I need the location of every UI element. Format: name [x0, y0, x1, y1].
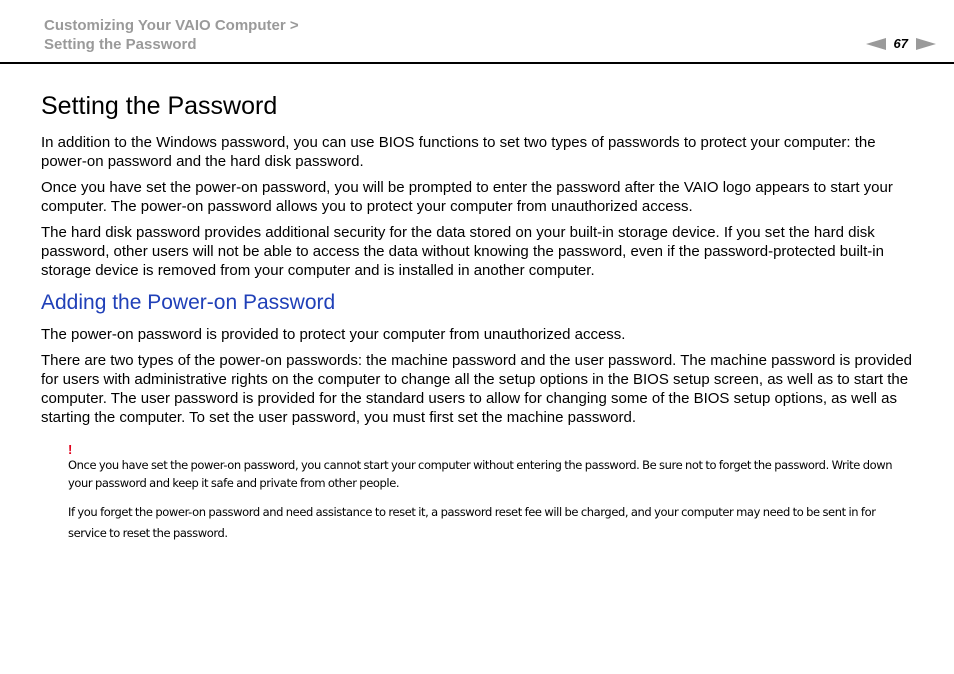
next-page-arrow-icon[interactable]	[916, 38, 936, 50]
previous-page-arrow-icon[interactable]	[866, 38, 886, 50]
caution-note-1: Once you have set the power-on password, you cannot start your computer without entering the password. Be sure not to forget the password. Write down your password and keep it safe and private from other people.	[68, 458, 893, 490]
page-navigation	[866, 36, 936, 51]
intro-paragraph-3: The hard disk password provides additional security for the data stored on your built-in storage device. If you set the hard disk password, other users will not be able to access the data without knowing the password, even if the password-protected built-in storage device is removed from your computer and is installed in another computer.	[41, 224, 884, 279]
caution-marker-icon: !	[68, 442, 73, 457]
section-paragraph-1: The power-on password is provided to protect your computer from unauthorized access.	[41, 326, 626, 343]
section-paragraph-2: There are two types of the power-on passwords: the machine password and the user password. The machine password is provided for users with administrative rights on the computer to change all the setup options in the BIOS setup screen, as well as to start the computer. The user password is provided for the standard users to allow for changing some of the BIOS setup options, as well as starting the computer. To set the user password, you must first set the machine password.	[41, 352, 913, 426]
caution-notes	[68, 443, 912, 544]
breadcrumb-chapter[interactable]: Customizing Your VAIO Computer >	[44, 17, 299, 34]
breadcrumb	[44, 16, 299, 54]
intro-paragraph-1: In addition to the Windows password, you can use BIOS functions to set two types of passwords to protect your computer: the power-on password and the hard disk password.	[41, 134, 876, 170]
breadcrumb-section: Setting the Password	[44, 36, 197, 53]
page-content	[41, 90, 913, 554]
intro-paragraph-2: Once you have set the power-on password, you will be prompted to enter the password after the VAIO logo appears to start your computer. The power-on password allows you to protect your computer from unauthorized access.	[41, 179, 893, 215]
header-divider	[0, 62, 954, 64]
page-number: 67	[893, 36, 908, 51]
page-title: Setting the Password	[41, 92, 278, 120]
caution-note-2: If you forget the power-on password and need assistance to reset it, a password reset fee will be charged, and your computer may need to be sent in for service to reset the password.	[68, 505, 876, 540]
section-heading: Adding the Power-on Password	[41, 291, 336, 314]
